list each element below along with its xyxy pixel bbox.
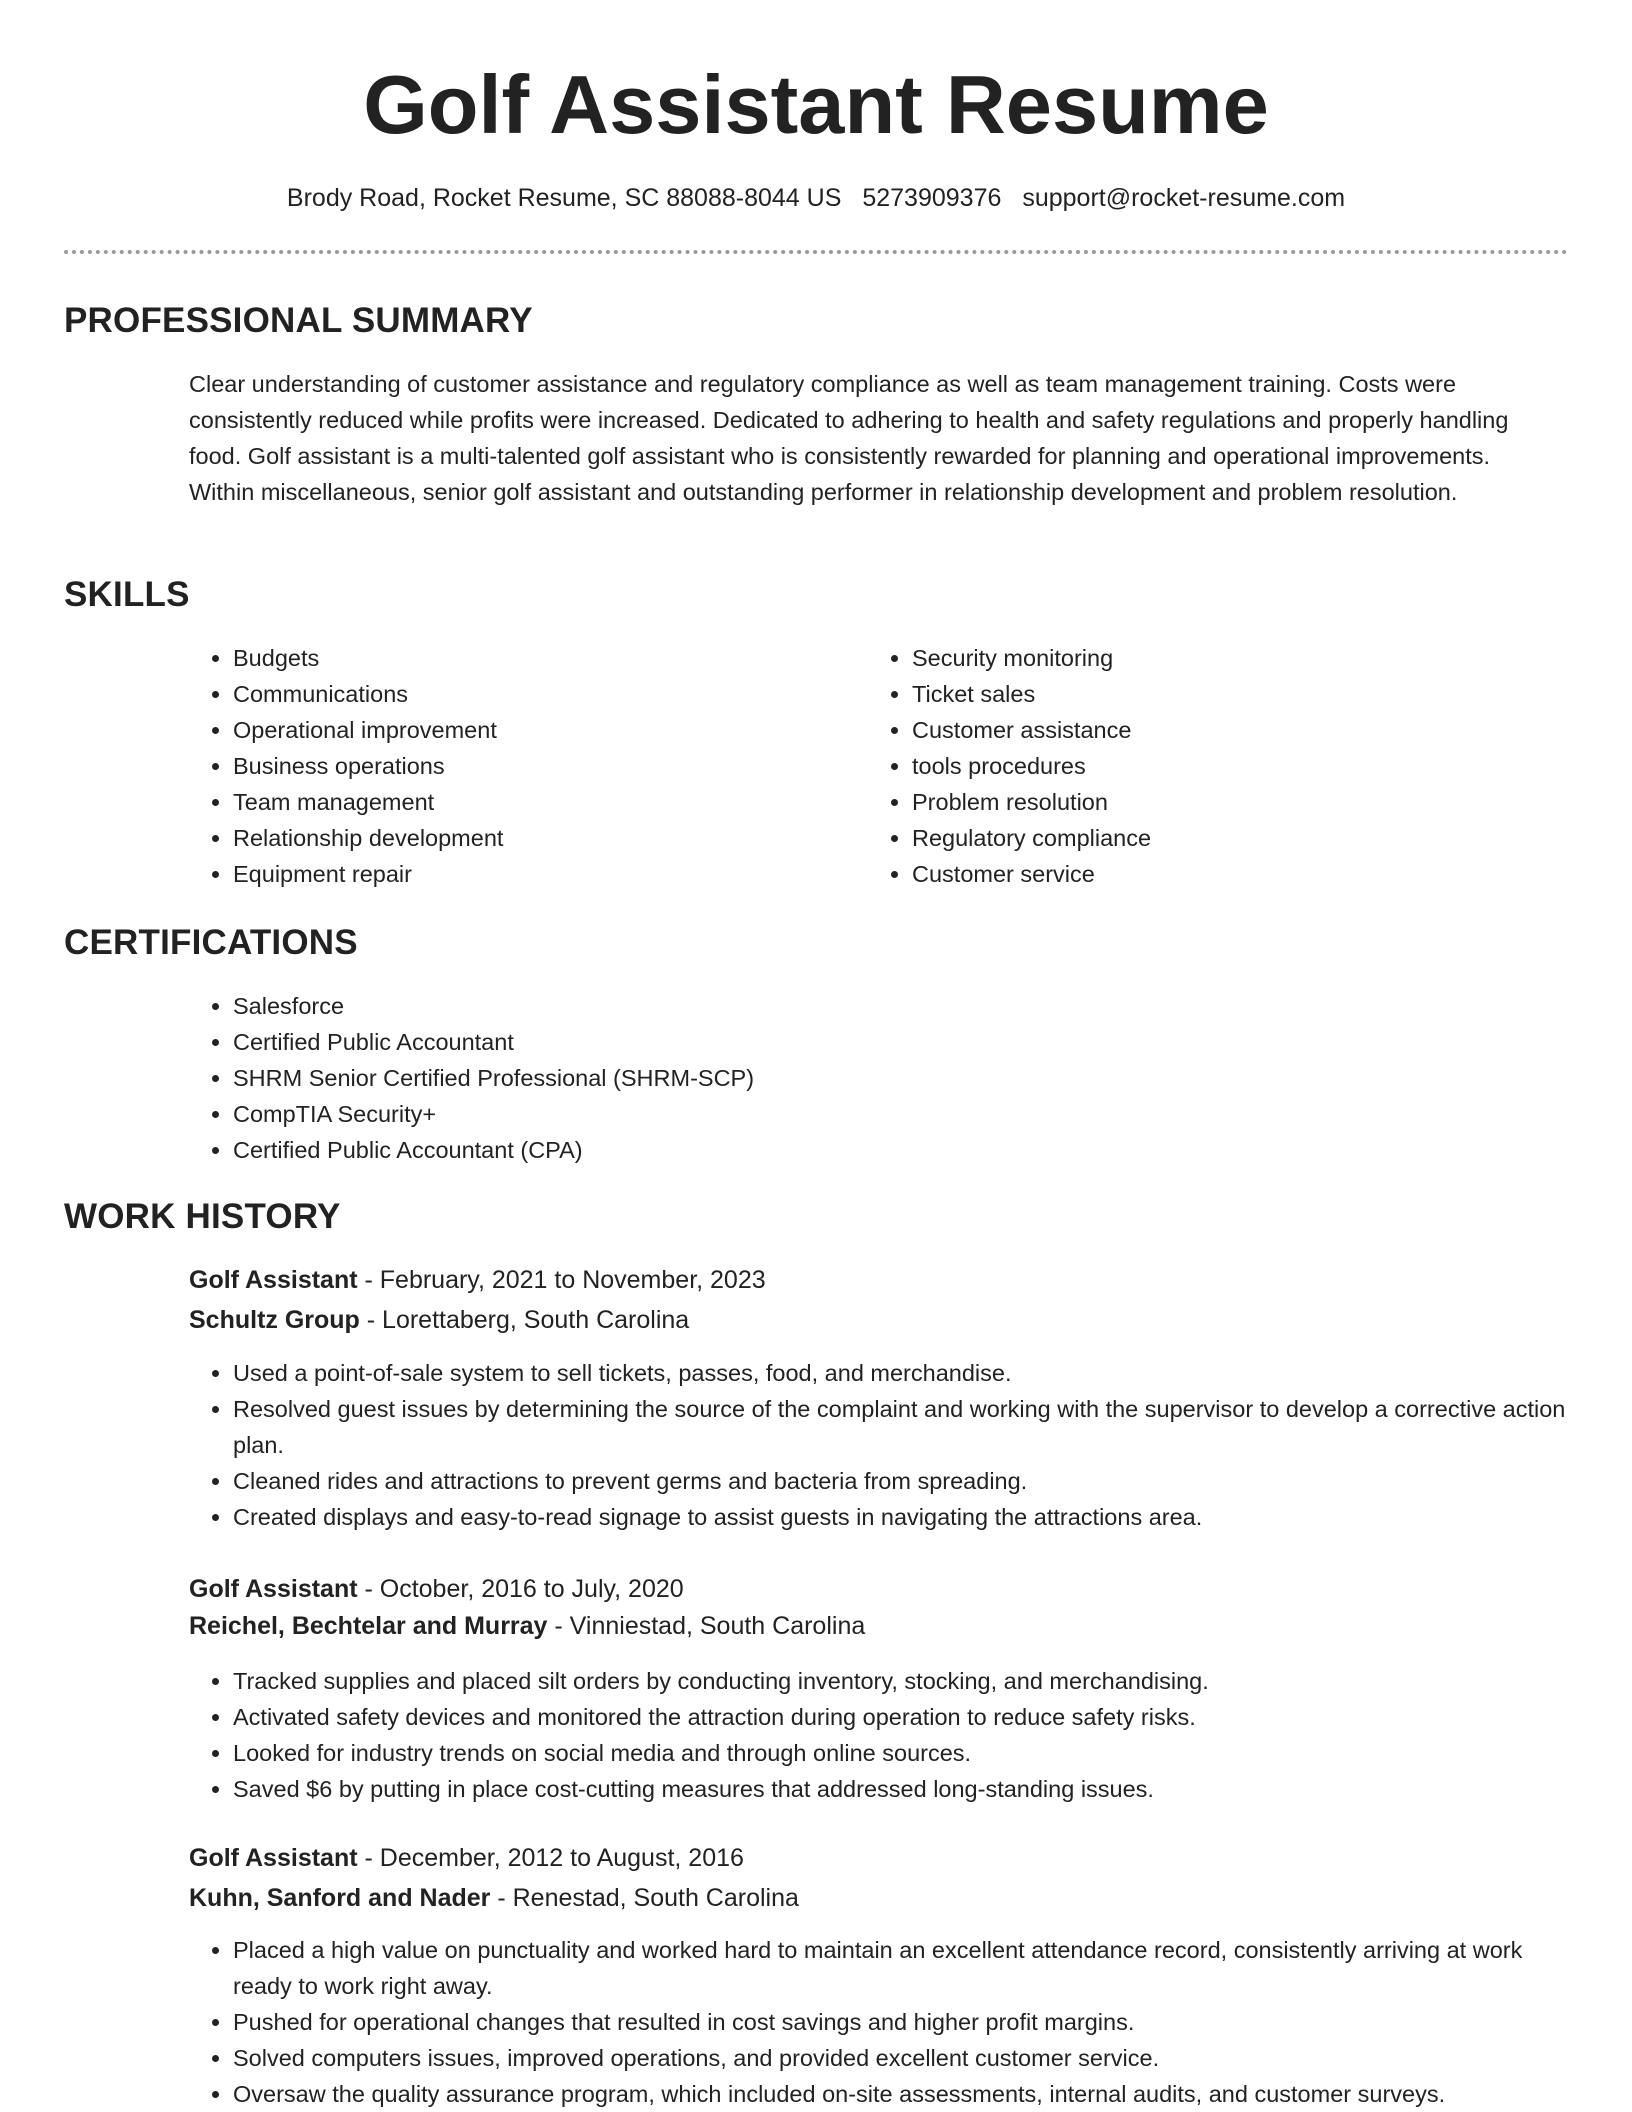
job-duties-list xyxy=(189,1663,1583,1807)
job-duty: • Created displays and easy-to-read signage to assist guests in navigating the attractions area. xyxy=(233,1499,1583,1535)
job-title: Golf Assistant xyxy=(189,1844,358,1872)
job-duty: • Oversaw the quality assurance program, which included on-site assessments, internal audits, and customer surveys. xyxy=(233,2076,1583,2112)
job-company-line xyxy=(189,1608,865,1644)
skill-item: • Operational improvement xyxy=(233,712,793,748)
job-title: Golf Assistant xyxy=(189,1266,358,1294)
contact-address: Brody Road, Rocket Resume, SC 88088-8044 US xyxy=(286,184,842,212)
skill-item: • tools procedures xyxy=(912,748,1472,784)
summary-text: Clear understanding of customer assistance and regulatory compliance as well as team management training. Costs were consistently reduced while profits were increased. Dedicated to adhering to health and safety regulations and properly handling food. Golf assistant is a multi-talented golf assistant who is consistently rewarded for planning and operational improvements. Within miscellaneous, senior golf assistant and outstanding performer in relationship development and problem resolution. xyxy=(189,371,1509,505)
certifications-heading: CERTIFICATIONS xyxy=(64,923,358,962)
job-dates: - December, 2012 to August, 2016 xyxy=(357,1844,744,1872)
job-duty: • Activated safety devices and monitored the attraction during operation to reduce safety risks. xyxy=(233,1699,1583,1735)
job-duty: • Saved $6 by putting in place cost-cutting measures that addressed long-standing issues. xyxy=(233,1771,1583,1807)
skill-item: • Team management xyxy=(233,784,793,820)
job-duty: • Placed a high value on punctuality and worked hard to maintain an excellent attendance record, consistently arriving at work ready to work right away. xyxy=(233,1932,1583,2004)
skill-item: • Business operations xyxy=(233,748,793,784)
skills-list-right xyxy=(868,640,1472,892)
job-duty: • Cleaned rides and attractions to prevent germs and bacteria from spreading. xyxy=(233,1463,1583,1499)
certification-item: • Certified Public Accountant (CPA) xyxy=(233,1132,1533,1168)
skill-item: • Problem resolution xyxy=(912,784,1472,820)
contact-email: support@rocket-resume.com xyxy=(1022,184,1346,212)
job-duties-list xyxy=(189,1932,1583,2112)
job-company: Reichel, Bechtelar and Murray xyxy=(189,1612,548,1640)
job-dates: - February, 2021 to November, 2023 xyxy=(357,1266,766,1294)
job-company-line xyxy=(189,1302,689,1338)
job-location: - Lorettaberg, South Carolina xyxy=(359,1306,690,1334)
skill-item: • Regulatory compliance xyxy=(912,820,1472,856)
skill-item: • Equipment repair xyxy=(233,856,793,892)
summary-heading: PROFESSIONAL SUMMARY xyxy=(64,301,533,340)
skill-item: • Security monitoring xyxy=(912,640,1472,676)
job-company: Kuhn, Sanford and Nader xyxy=(189,1884,491,1912)
job-title-line xyxy=(189,1262,766,1298)
job-location: - Vinniestad, South Carolina xyxy=(547,1612,866,1640)
skill-item: • Customer service xyxy=(912,856,1472,892)
certification-item: • Certified Public Accountant xyxy=(233,1024,1533,1060)
job-duty: • Resolved guest issues by determining the source of the complaint and working with the supervisor to develop a corrective action plan. xyxy=(233,1391,1583,1463)
contact-phone: 5273909376 xyxy=(862,184,1002,212)
job-duties-list xyxy=(189,1355,1583,1535)
skills-list-left xyxy=(189,640,793,892)
job-duty: • Looked for industry trends on social media and through online sources. xyxy=(233,1735,1583,1771)
job-title-line xyxy=(189,1840,744,1876)
job-duty: • Solved computers issues, improved operations, and provided excellent customer service. xyxy=(233,2040,1583,2076)
job-location: - Renestad, South Carolina xyxy=(490,1884,799,1912)
job-duty: • Used a point-of-sale system to sell tickets, passes, food, and merchandise. xyxy=(233,1355,1583,1391)
skill-item: • Customer assistance xyxy=(912,712,1472,748)
skill-item: • Ticket sales xyxy=(912,676,1472,712)
job-title-line xyxy=(189,1571,684,1607)
job-duty: • Tracked supplies and placed silt orders by conducting inventory, stocking, and merchandising. xyxy=(233,1663,1583,1699)
certification-item: • CompTIA Security+ xyxy=(233,1096,1533,1132)
work-history-heading: WORK HISTORY xyxy=(64,1197,341,1236)
resume-title: Golf Assistant Resume xyxy=(363,58,1269,151)
skill-item: • Relationship development xyxy=(233,820,793,856)
job-company: Schultz Group xyxy=(189,1306,360,1334)
contact-line xyxy=(0,180,1632,216)
certification-item: • SHRM Senior Certified Professional (SHRM-SCP) xyxy=(233,1060,1533,1096)
skill-item: • Budgets xyxy=(233,640,793,676)
job-title: Golf Assistant xyxy=(189,1575,358,1603)
skill-item: • Communications xyxy=(233,676,793,712)
job-dates: - October, 2016 to July, 2020 xyxy=(357,1575,684,1603)
certifications-list xyxy=(189,988,1533,1168)
job-company-line xyxy=(189,1880,799,1916)
skills-heading: SKILLS xyxy=(64,575,190,614)
header-divider xyxy=(64,250,1568,254)
certification-item: • Salesforce xyxy=(233,988,1533,1024)
job-duty: • Pushed for operational changes that resulted in cost savings and higher profit margins. xyxy=(233,2004,1583,2040)
